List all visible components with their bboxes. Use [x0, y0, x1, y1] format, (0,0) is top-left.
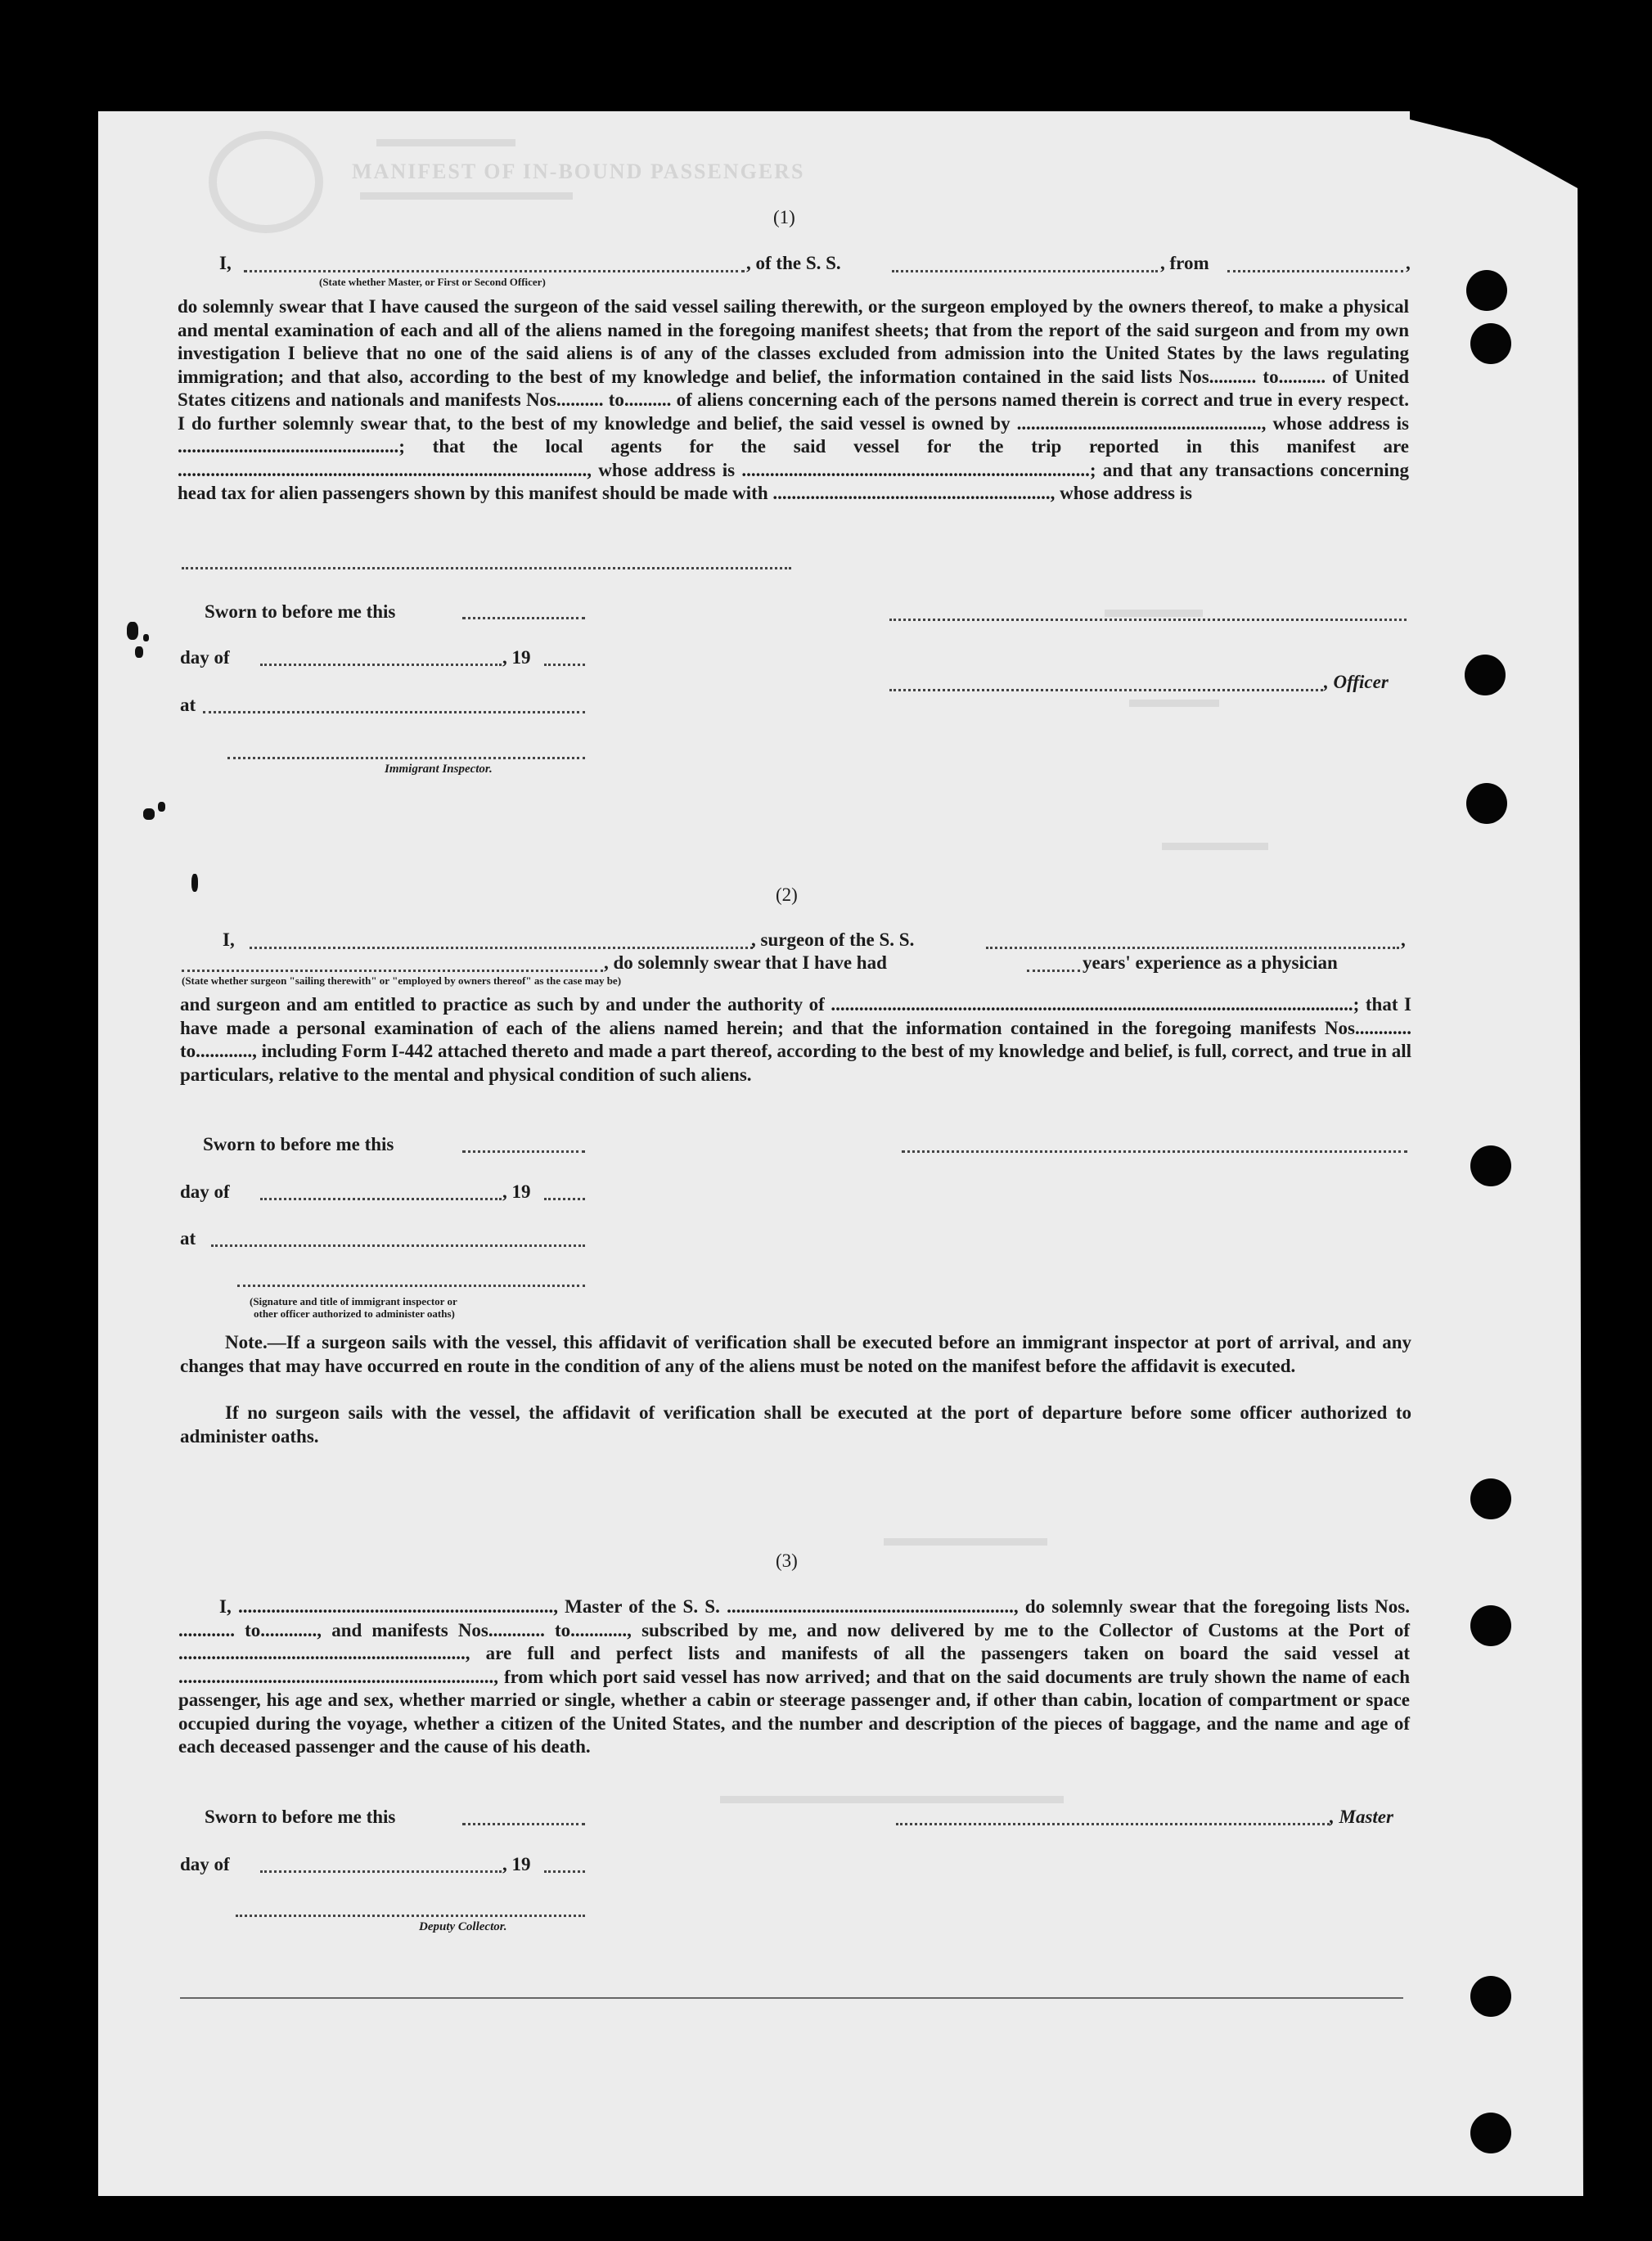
bleed-through-text: MANIFEST OF IN-BOUND PASSENGERS: [352, 160, 805, 183]
at-label: at: [180, 695, 196, 715]
ink-speck: [127, 622, 138, 640]
day-of-label: day of: [180, 1181, 230, 1202]
sworn-label: Sworn to before me this: [205, 1807, 396, 1827]
sworn-day-field[interactable]: [462, 1823, 585, 1825]
officer-signature-line[interactable]: [889, 619, 1407, 621]
signature-note-line-1: (Signature and title of immigrant inspector or: [250, 1295, 457, 1307]
i-label: I,: [219, 253, 232, 273]
surgeon-signature-line[interactable]: [902, 1150, 1407, 1153]
comma: ,: [1406, 253, 1411, 273]
surgeon-of-label: , surgeon of the S. S.: [751, 929, 915, 950]
punch-hole: [1470, 1605, 1511, 1646]
years-field[interactable]: [1027, 970, 1080, 972]
day-of-label: day of: [180, 1854, 230, 1874]
month-field[interactable]: [260, 1198, 502, 1200]
immigrant-inspector-caption: Immigrant Inspector.: [385, 763, 493, 776]
signature-note-line-2: other officer authorized to administer oaths): [254, 1307, 455, 1320]
ink-speck: [143, 808, 155, 820]
address-continuation-field[interactable]: [182, 567, 791, 569]
officer-name-field[interactable]: [244, 270, 745, 272]
bleed-through-mark: [884, 1538, 1047, 1546]
year-field[interactable]: [544, 1198, 585, 1200]
year-field[interactable]: [544, 1870, 585, 1873]
from-port-field[interactable]: [1227, 270, 1403, 272]
bleed-through-mark: [360, 192, 573, 200]
officer-title-line[interactable]: [889, 689, 1323, 691]
section-2-number: (2): [776, 884, 798, 905]
section-1-number: (1): [773, 207, 795, 227]
ink-speck: [158, 802, 165, 812]
ink-speck: [191, 874, 198, 892]
bottom-rule: [180, 1997, 1403, 1999]
day-of-label: day of: [180, 647, 230, 668]
officer-rank-note: (State whether Master, or First or Second Officer): [319, 276, 546, 288]
punch-hole: [1470, 323, 1511, 364]
vessel-name-field[interactable]: [986, 947, 1399, 949]
bleed-through-mark: [376, 139, 515, 146]
officer-label: , Officer: [1324, 672, 1389, 692]
surgeon-name-field[interactable]: [250, 947, 753, 949]
year-label: , 19: [502, 647, 531, 668]
section-3-oath-text: I, ..................................................................., Master of the S. S. ............................................................., do solemnly swear that the foregoing lists Nos. ............ to............, and manifests Nos............ to............, subscribed by me, and now delivered by me to the Collector of Customs at the Port of ............................................................., are full and perfect lists and manifests of all the passengers taken on board the said vessel at ..................................................................., from which port said vessel has now arrived; and that on the said documents are truly shown the name of each passenger, his age and sex, whether married or single, whether a cabin or steerage passenger and, if other than cabin, location of compartment or space occupied during the voyage, whether a citizen of the United States, and the number and description of the pieces of baggage, and the name and age of each deceased passenger and the cause of his death.: [178, 1596, 1410, 1757]
deputy-collector-caption: Deputy Collector.: [419, 1920, 507, 1933]
section-1-oath-text: do solemnly swear that I have caused the surgeon of the said vessel sailing therewith, or the surgeon employed by the owners thereof, to make a physical and mental examination of each and all of the aliens named in the foregoing manifest sheets; that from the report of the said surgeon and from my own investigation I believe that no one of the said aliens is of any of the classes excluded from admission into the United States by the laws regulating immigration; and that also, according to the best of my knowledge and belief, the information contained in the said lists Nos.......... to.......... of United States citizens and nationals and manifests Nos.......... to.......... of aliens concerning each of the persons named therein is correct and true in every respect. I do further solemnly swear that, to the best of my knowledge and belief, the said vessel is owned by ...................................................., whose address is ...............................................; that the local agents for the said vessel for the trip reported in this manifest are ......................................................................................., whose address is ..........................................................................; and that any transactions concerning head tax for alien passengers shown by this manifest should be made with ..........................................................., whose address is: [178, 296, 1409, 503]
bleed-through-mark: [1105, 610, 1203, 617]
from-label: , from: [1160, 253, 1209, 273]
punch-hole: [1470, 2113, 1511, 2153]
sworn-day-field[interactable]: [462, 617, 585, 619]
punch-hole: [1470, 1478, 1511, 1519]
i-label: I,: [223, 929, 235, 950]
comma: ,: [1401, 929, 1406, 950]
place-field[interactable]: [203, 711, 585, 713]
swear-label: , do solemnly swear that I have had: [604, 952, 887, 973]
at-label: at: [180, 1228, 196, 1249]
no-surgeon-note-text: If no surgeon sails with the vessel, the affidavit of verification shall be executed at the port of departure before some officer authorized to administer oaths.: [180, 1402, 1411, 1447]
ink-speck: [143, 634, 149, 641]
inspector-signature-line[interactable]: [227, 757, 585, 759]
vessel-name-field[interactable]: [892, 270, 1158, 272]
punch-hole: [1470, 1145, 1511, 1186]
sworn-label: Sworn to before me this: [203, 1134, 394, 1154]
bleed-through-mark: [1162, 843, 1268, 850]
section-3-number: (3): [776, 1550, 798, 1571]
sworn-label: Sworn to before me this: [205, 601, 396, 622]
punch-hole: [1470, 1976, 1511, 2017]
punch-hole: [1466, 270, 1507, 311]
faint-stamp: [209, 131, 323, 233]
collector-signature-line[interactable]: [236, 1915, 585, 1917]
inspector-signature-line[interactable]: [237, 1285, 585, 1287]
master-signature-line[interactable]: [896, 1823, 1330, 1825]
surgeon-status-note: (State whether surgeon "sailing therewith" or "employed by owners thereof" as the case may be): [182, 974, 622, 987]
year-label: , 19: [502, 1181, 531, 1202]
place-field[interactable]: [211, 1244, 585, 1247]
bleed-through-mark: [720, 1796, 1064, 1803]
of-ss-label: , of the S. S.: [746, 253, 841, 273]
bleed-through-mark: [1129, 700, 1219, 707]
month-field[interactable]: [260, 664, 502, 666]
surgeon-status-field[interactable]: [182, 970, 603, 972]
surgeon-note-text: Note.—If a surgeon sails with the vessel, this affidavit of verification shall be executed before an immigrant inspector at port of arrival, and any changes that may have occurred en route in the condition of any of the aliens must be noted on the manifest before the affidavit is executed.: [180, 1332, 1411, 1376]
year-label: , 19: [502, 1854, 531, 1874]
section-2-oath-text: and surgeon and am entitled to practice as such by and under the authority of ...............................................................................................................; that I have made a personal examination of each of the aliens named herein; and that the information contained in the foregoing manifests Nos............ to............, including Form I-442 attached thereto and made a part thereof, according to the best of my knowledge and belief, is full, correct, and true in all particulars, relative to the mental and physical condition of such aliens.: [180, 994, 1411, 1085]
punch-hole: [1465, 655, 1506, 695]
years-experience-label: years' experience as a physician: [1083, 952, 1338, 973]
ink-speck: [135, 646, 143, 658]
month-field[interactable]: [260, 1870, 502, 1873]
punch-hole: [1466, 783, 1507, 824]
master-label: , Master: [1330, 1807, 1393, 1827]
year-field[interactable]: [544, 664, 585, 666]
sworn-day-field[interactable]: [462, 1150, 585, 1153]
